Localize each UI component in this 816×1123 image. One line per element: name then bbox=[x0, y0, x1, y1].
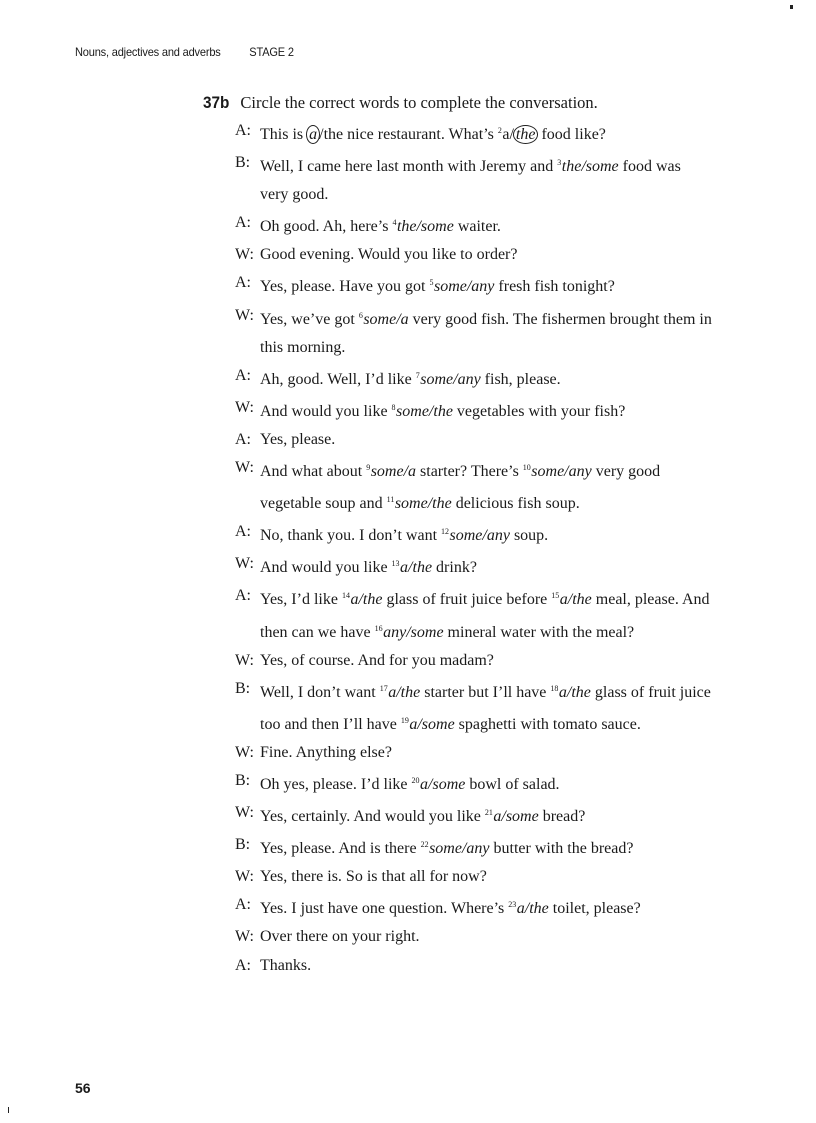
dialogue-text: fish, please. bbox=[480, 370, 561, 388]
dialogue-text: this morning. bbox=[260, 338, 346, 356]
speaker-label: A: bbox=[235, 896, 251, 914]
speaker-label: W: bbox=[235, 743, 254, 761]
gap-number: 19 bbox=[400, 715, 409, 725]
dialogue-text: vegetables with your fish? bbox=[452, 402, 626, 420]
dialogue-text: very good fish. The fishermen brought them in bbox=[408, 310, 712, 328]
dialogue-line bbox=[235, 181, 746, 209]
dialogue-text: starter? There’s bbox=[416, 463, 523, 481]
dialogue-text: Over there on your right. bbox=[260, 928, 420, 946]
dialogue-text: starter but I’ll have bbox=[420, 683, 551, 701]
answer-choice: a/some bbox=[420, 775, 466, 793]
dialogue-line bbox=[235, 799, 746, 831]
dialogue-text: vegetable soup and bbox=[260, 495, 387, 513]
exercise-number: 37b bbox=[203, 93, 230, 112]
gap-number: 17 bbox=[379, 683, 388, 693]
dialogue-text: Oh good. Ah, here’s bbox=[260, 218, 393, 236]
speaker-label: A: bbox=[235, 430, 251, 448]
dialogue-text: Yes, there is. So is that all for now? bbox=[260, 868, 487, 886]
dialogue-text: meal, please. And bbox=[591, 591, 710, 609]
dialogue-text: Yes, certainly. And would you like bbox=[260, 808, 485, 826]
answer-choice: the/some bbox=[561, 158, 619, 176]
dialogue-text: Well, I don’t want bbox=[260, 683, 380, 701]
dialogue-text: Yes, we’ve got bbox=[260, 310, 359, 328]
speaker-label: W: bbox=[235, 928, 254, 946]
dialogue-text: toilet, please? bbox=[548, 900, 641, 918]
dialogue-text: bowl of salad. bbox=[465, 775, 560, 793]
speaker-label: A: bbox=[235, 523, 251, 541]
dialogue-line bbox=[235, 831, 746, 863]
dialogue-text: And what about bbox=[260, 463, 367, 481]
speaker-label: A: bbox=[235, 214, 251, 232]
exercise-37b bbox=[203, 89, 746, 980]
dialogue-text: drink? bbox=[432, 559, 477, 577]
dialogue-text: very good. bbox=[260, 186, 329, 204]
speaker-label: B: bbox=[235, 836, 251, 854]
answer-choice: a/the bbox=[400, 559, 433, 577]
conversation bbox=[235, 117, 746, 980]
dialogue-text: Thanks. bbox=[260, 956, 312, 974]
answer-choice: some/any bbox=[449, 527, 510, 545]
dialogue-text: glass of fruit juice before bbox=[382, 591, 552, 609]
dialogue-line bbox=[235, 426, 746, 454]
dialogue-text: bread? bbox=[538, 808, 586, 826]
dialogue-text: food like? bbox=[537, 126, 606, 143]
dialogue-line bbox=[235, 149, 746, 181]
gap-number: 20 bbox=[411, 775, 420, 785]
dialogue-text: And would you like bbox=[260, 559, 392, 577]
dialogue-line bbox=[235, 518, 746, 550]
dialogue-text: waiter. bbox=[453, 218, 501, 236]
dialogue-text: Oh yes, please. I’d like bbox=[260, 775, 412, 793]
answer-choice: a/the bbox=[558, 683, 591, 701]
scan-speck bbox=[790, 5, 793, 9]
dialogue-text: then can we have bbox=[260, 623, 375, 641]
answer-choice: some/any bbox=[420, 370, 481, 388]
dialogue-text: mineral water with the meal? bbox=[443, 623, 635, 641]
speaker-label: A: bbox=[235, 122, 251, 139]
dialogue-text: spaghetti with tomato sauce. bbox=[454, 715, 641, 733]
answer-choice: the/some bbox=[396, 218, 454, 236]
gap-number: 16 bbox=[374, 623, 383, 633]
exercise-heading bbox=[203, 89, 746, 117]
speaker-label: A: bbox=[235, 274, 251, 292]
dialogue-text: No, thank you. I don’t want bbox=[260, 527, 442, 545]
dialogue-text: very good bbox=[591, 463, 661, 481]
dialogue-text: glass of fruit juice bbox=[590, 683, 711, 701]
gap-number: 14 bbox=[341, 591, 350, 601]
answer-choice: a/some bbox=[409, 715, 455, 733]
dialogue-line bbox=[235, 891, 746, 923]
dialogue-text: Yes, I’d like bbox=[260, 591, 342, 609]
answer-choice: a/the bbox=[388, 683, 421, 701]
dialogue-text: a/ bbox=[502, 126, 514, 143]
dialogue-line bbox=[235, 394, 746, 426]
dialogue-line bbox=[235, 615, 746, 647]
running-header bbox=[75, 45, 294, 59]
dialogue-line bbox=[235, 675, 746, 707]
speaker-label: A: bbox=[235, 956, 251, 974]
answer-choice: some/a bbox=[370, 463, 417, 481]
speaker-label: B: bbox=[235, 771, 251, 789]
dialogue-line bbox=[235, 454, 746, 486]
gap-number: 15 bbox=[551, 591, 560, 601]
answer-choice: a/the bbox=[350, 591, 383, 609]
speaker-label: W: bbox=[235, 398, 254, 416]
answer-choice: some/any bbox=[531, 463, 592, 481]
dialogue-text: fresh fish tonight? bbox=[494, 278, 615, 296]
section-title: Nouns, adjectives and adverbs bbox=[75, 45, 221, 59]
dialogue-text: Fine. Anything else? bbox=[260, 743, 392, 761]
gap-number: 3 bbox=[557, 158, 562, 168]
circled-answer: the bbox=[513, 125, 539, 144]
page-number: 56 bbox=[75, 1080, 91, 1096]
circled-answer: a bbox=[306, 125, 320, 144]
speaker-label: A: bbox=[235, 587, 251, 605]
gap-number: 18 bbox=[550, 683, 559, 693]
gap-number: 10 bbox=[522, 463, 531, 473]
answer-choice: some/any bbox=[429, 840, 490, 858]
speaker-label: W: bbox=[235, 306, 254, 324]
dialogue-text: /the nice restaurant. What’s bbox=[319, 126, 498, 143]
answer-choice: some/the bbox=[394, 495, 452, 513]
gap-number: 5 bbox=[429, 278, 434, 288]
dialogue-text: too and then I’ll have bbox=[260, 715, 401, 733]
dialogue-text: Yes, please. Have you got bbox=[260, 278, 430, 296]
dialogue-text: And would you like bbox=[260, 402, 392, 420]
speaker-label: W: bbox=[235, 868, 254, 886]
dialogue-line bbox=[235, 707, 746, 739]
dialogue-text: Well, I came here last month with Jeremy and bbox=[260, 158, 558, 176]
gap-number: 22 bbox=[420, 840, 429, 850]
gap-number: 11 bbox=[386, 495, 395, 505]
stage-label: STAGE 2 bbox=[249, 45, 294, 59]
dialogue-line bbox=[235, 582, 746, 614]
exercise-instruction: Circle the correct words to complete the conversation. bbox=[240, 93, 598, 112]
dialogue-line bbox=[235, 269, 746, 301]
speaker-label: B: bbox=[235, 679, 251, 697]
dialogue-text: Yes, of course. And for you madam? bbox=[260, 651, 494, 669]
speaker-label: W: bbox=[235, 246, 254, 264]
gap-number: 21 bbox=[484, 808, 493, 818]
gap-number: 2 bbox=[497, 126, 502, 135]
dialogue-line bbox=[235, 767, 746, 799]
answer-choice: any/some bbox=[383, 623, 444, 641]
dialogue-line bbox=[235, 117, 746, 149]
answer-choice: some/the bbox=[396, 402, 453, 420]
dialogue-line bbox=[235, 302, 746, 334]
gap-number: 12 bbox=[441, 527, 450, 537]
dialogue-line bbox=[235, 923, 746, 951]
dialogue-text: This is bbox=[260, 126, 308, 143]
speaker-label: W: bbox=[235, 555, 254, 573]
gap-number: 13 bbox=[391, 559, 400, 569]
dialogue-text: Good evening. Would you like to order? bbox=[260, 246, 518, 264]
answer-choice: some/a bbox=[363, 310, 409, 328]
dialogue-text: Ah, good. Well, I’d like bbox=[260, 370, 416, 388]
speaker-label: B: bbox=[235, 154, 251, 172]
gap-number: 4 bbox=[392, 218, 397, 228]
gap-number: 8 bbox=[391, 402, 396, 412]
dialogue-line bbox=[235, 209, 746, 241]
answer-choice: a/the bbox=[516, 900, 549, 918]
dialogue-text: butter with the bread? bbox=[489, 840, 634, 858]
dialogue-text: food was bbox=[618, 158, 681, 176]
dialogue-line bbox=[235, 334, 746, 362]
speaker-label: W: bbox=[235, 459, 254, 477]
answer-choice: a/the bbox=[559, 591, 592, 609]
dialogue-text: Yes, please. And is there bbox=[260, 840, 421, 858]
dialogue-line bbox=[235, 952, 746, 980]
answer-choice: some/any bbox=[433, 278, 495, 296]
dialogue-line bbox=[235, 739, 746, 767]
dialogue-text: delicious fish soup. bbox=[451, 495, 580, 513]
speaker-label: W: bbox=[235, 651, 254, 669]
answer-choice: a/some bbox=[493, 808, 539, 826]
speaker-label: A: bbox=[235, 366, 251, 384]
dialogue-line bbox=[235, 486, 746, 518]
dialogue-line bbox=[235, 550, 746, 582]
gap-number: 6 bbox=[358, 310, 363, 320]
speaker-label: W: bbox=[235, 804, 254, 822]
gap-number: 23 bbox=[508, 900, 517, 910]
dialogue-line bbox=[235, 647, 746, 675]
gap-number: 7 bbox=[415, 370, 420, 380]
dialogue-line bbox=[235, 241, 746, 269]
gap-number: 9 bbox=[366, 463, 371, 473]
dialogue-text: Yes. I just have one question. Where’s bbox=[260, 900, 509, 918]
dialogue-text: soup. bbox=[509, 527, 549, 545]
scan-speck bbox=[8, 1107, 9, 1113]
dialogue-line bbox=[235, 362, 746, 394]
dialogue-line bbox=[235, 863, 746, 891]
dialogue-text: Yes, please. bbox=[260, 430, 336, 448]
